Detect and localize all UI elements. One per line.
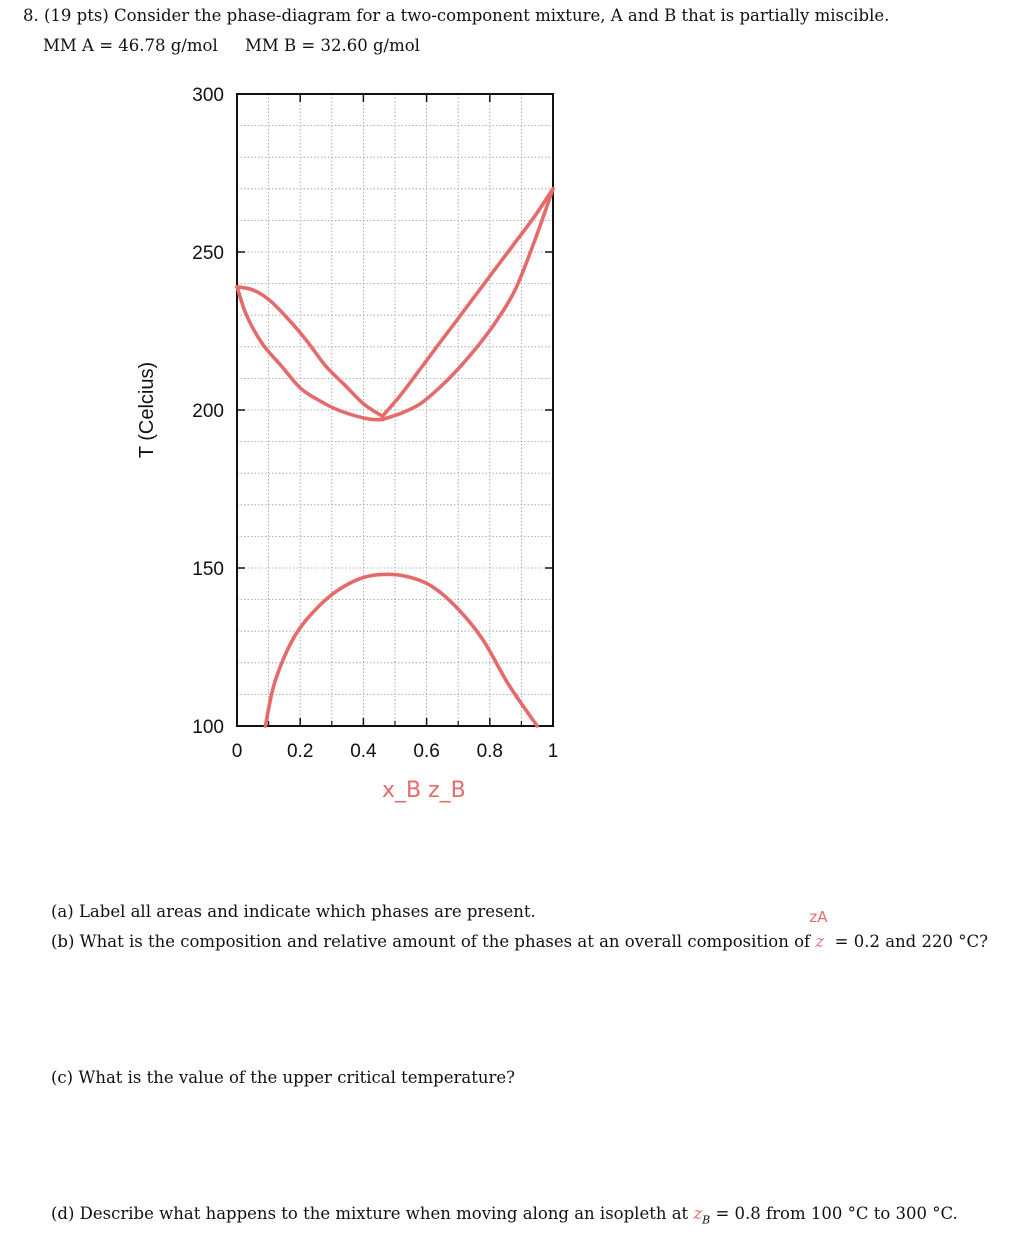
x-tick-label: 0 bbox=[231, 741, 243, 762]
x-tick-label: 0.8 bbox=[476, 741, 504, 762]
part-b-suffix: = 0.2 and 220 °C? bbox=[834, 932, 988, 951]
part-b-variable: z zA bbox=[809, 908, 828, 951]
y-tick-label: 100 bbox=[192, 717, 224, 738]
handwritten-x-label: x_B z_B bbox=[382, 778, 466, 803]
x-tick-label: 0.4 bbox=[350, 741, 377, 762]
x-tick-label: 0.6 bbox=[413, 741, 440, 762]
part-d-subscript: B bbox=[702, 1213, 711, 1227]
x-tick-label: 0.2 bbox=[286, 741, 314, 762]
part-b-prefix: (b) What is the composition and relative amount of the phases at an overall composition of bbox=[51, 932, 811, 951]
y-tick-label: 250 bbox=[192, 243, 224, 264]
molar-mass-a: MM A = 46.78 g/mol bbox=[43, 36, 218, 55]
part-c: (c) What is the value of the upper critical temperature? bbox=[51, 1068, 515, 1087]
molar-mass-b: MM B = 32.60 g/mol bbox=[245, 36, 420, 55]
part-a: (a) Label all areas and indicate which phases are present. bbox=[51, 902, 536, 921]
phase-curve-2 bbox=[382, 189, 553, 416]
y-tick-label: 150 bbox=[192, 559, 224, 580]
part-b-annotation: zA bbox=[809, 908, 828, 926]
y-tick-label: 200 bbox=[192, 401, 224, 422]
y-tick-label: 300 bbox=[192, 85, 224, 106]
part-d-prefix: (d) Describe what happens to the mixture when moving along an isopleth at bbox=[51, 1204, 689, 1223]
x-tick-label: 1 bbox=[547, 741, 559, 762]
part-d bbox=[51, 1204, 958, 1226]
question-header: 8. (19 pts) Consider the phase-diagram for a two-component mixture, A and B that is partially miscible. bbox=[23, 6, 890, 25]
grid-lines bbox=[237, 94, 553, 726]
tick-labels bbox=[192, 85, 558, 762]
phase-curve-4 bbox=[265, 574, 537, 726]
part-d-suffix: = 0.8 from 100 °C to 300 °C. bbox=[715, 1204, 958, 1223]
part-d-variable: z bbox=[693, 1204, 703, 1223]
y-axis-label: T (Celcius) bbox=[136, 361, 158, 459]
